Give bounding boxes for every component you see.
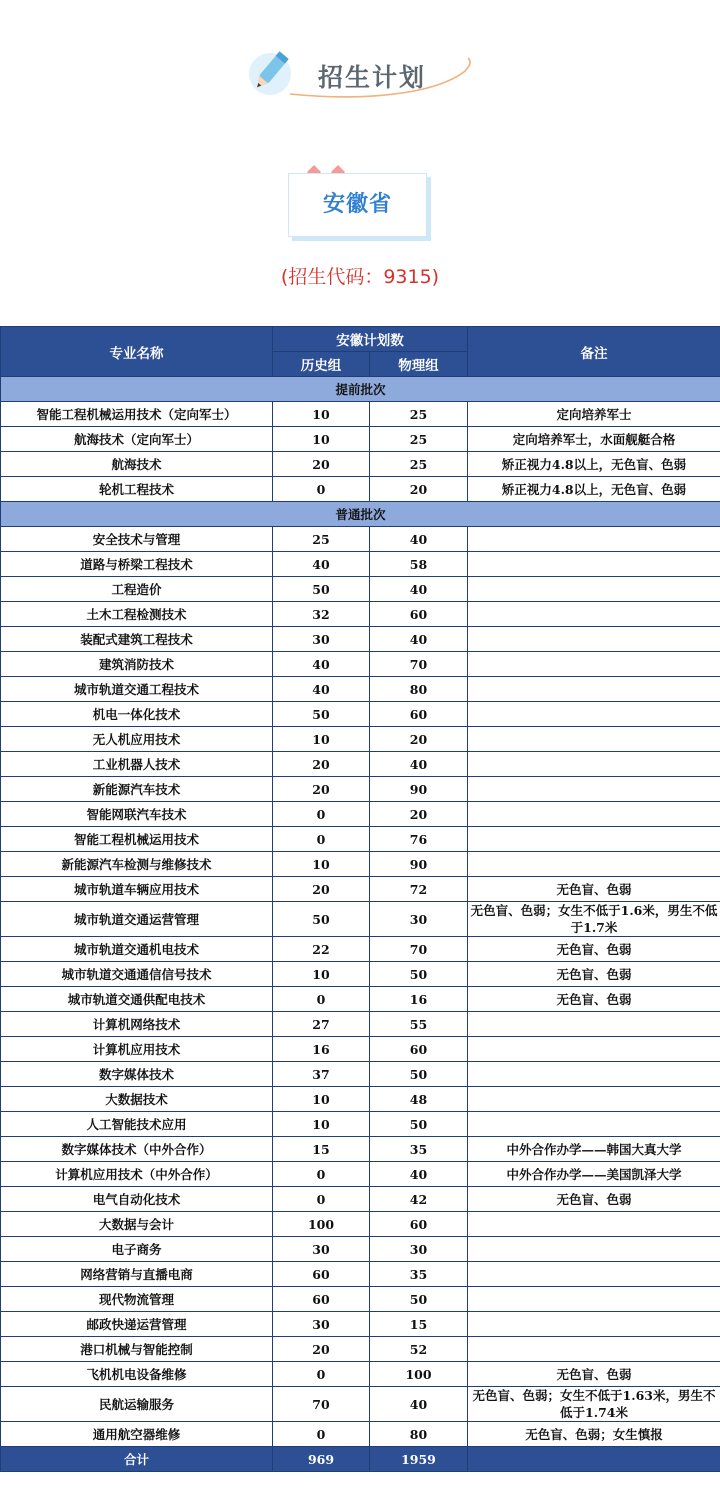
history-count-cell: 10	[273, 402, 370, 427]
note-cell	[468, 1337, 720, 1362]
history-count-cell: 10	[273, 962, 370, 987]
total-history: 969	[273, 1447, 370, 1472]
note-cell	[468, 752, 720, 777]
table-row	[1, 1337, 720, 1362]
history-count-cell: 15	[273, 1137, 370, 1162]
major-name-cell: 智能网联汽车技术	[1, 802, 273, 827]
physics-count-cell: 50	[370, 1112, 468, 1137]
header-note: 备注	[468, 327, 720, 377]
history-count-cell: 70	[273, 1387, 370, 1422]
physics-count-cell: 50	[370, 1287, 468, 1312]
table-row	[1, 1387, 720, 1422]
history-count-cell: 10	[273, 1087, 370, 1112]
note-cell	[468, 1087, 720, 1112]
pencil-icon	[246, 48, 294, 96]
note-cell	[468, 652, 720, 677]
note-cell	[468, 1012, 720, 1037]
note-cell	[468, 1237, 720, 1262]
history-count-cell: 25	[273, 527, 370, 552]
physics-count-cell: 25	[370, 452, 468, 477]
batch-label-early: 提前批次	[1, 377, 720, 402]
header-plan-count: 安徽计划数	[273, 327, 468, 352]
table-row	[1, 852, 720, 877]
note-cell	[468, 1262, 720, 1287]
table-row	[1, 577, 720, 602]
table-row	[1, 727, 720, 752]
header-major-name: 专业名称	[1, 327, 273, 377]
note-cell	[468, 1312, 720, 1337]
table-row	[1, 752, 720, 777]
table-row	[1, 1187, 720, 1212]
history-count-cell: 60	[273, 1287, 370, 1312]
history-count-cell: 20	[273, 752, 370, 777]
note-cell	[468, 577, 720, 602]
major-name-cell: 城市轨道交通机电技术	[1, 937, 273, 962]
physics-count-cell: 55	[370, 1012, 468, 1037]
physics-count-cell: 90	[370, 777, 468, 802]
major-name-cell: 城市轨道交通供配电技术	[1, 987, 273, 1012]
table-row	[1, 877, 720, 902]
table-row	[1, 427, 720, 452]
physics-count-cell: 40	[370, 1162, 468, 1187]
major-name-cell: 智能工程机械运用技术（定向军士）	[1, 402, 273, 427]
major-name-cell: 城市轨道交通通信信号技术	[1, 962, 273, 987]
major-name-cell: 工业机器人技术	[1, 752, 273, 777]
history-count-cell: 100	[273, 1212, 370, 1237]
history-count-cell: 20	[273, 877, 370, 902]
physics-count-cell: 35	[370, 1137, 468, 1162]
note-cell	[468, 1112, 720, 1137]
major-name-cell: 航海技术（定向军士）	[1, 427, 273, 452]
physics-count-cell: 76	[370, 827, 468, 852]
physics-count-cell: 40	[370, 527, 468, 552]
physics-count-cell: 20	[370, 727, 468, 752]
history-count-cell: 0	[273, 802, 370, 827]
table-row	[1, 777, 720, 802]
note-cell: 矫正视力4.8以上，无色盲、色弱	[468, 452, 720, 477]
table-row	[1, 1212, 720, 1237]
total-row	[1, 1447, 720, 1472]
header-history-group: 历史组	[273, 352, 370, 377]
major-name-cell: 土木工程检测技术	[1, 602, 273, 627]
major-name-cell: 智能工程机械运用技术	[1, 827, 273, 852]
major-name-cell: 安全技术与管理	[1, 527, 273, 552]
total-physics: 1959	[370, 1447, 468, 1472]
note-cell: 中外合作办学——韩国大真大学	[468, 1137, 720, 1162]
table-row	[1, 962, 720, 987]
table-row	[1, 987, 720, 1012]
table-row	[1, 1037, 720, 1062]
major-name-cell: 道路与桥梁工程技术	[1, 552, 273, 577]
physics-count-cell: 80	[370, 1422, 468, 1447]
note-cell: 无色盲、色弱	[468, 937, 720, 962]
batch-label-regular: 普通批次	[1, 502, 720, 527]
header-physics-group: 物理组	[370, 352, 468, 377]
note-cell	[468, 827, 720, 852]
history-count-cell: 37	[273, 1062, 370, 1087]
note-cell: 中外合作办学——美国凯泽大学	[468, 1162, 720, 1187]
physics-count-cell: 15	[370, 1312, 468, 1337]
history-count-cell: 30	[273, 1237, 370, 1262]
history-count-cell: 50	[273, 902, 370, 937]
page-header	[0, 0, 720, 120]
table-row	[1, 1237, 720, 1262]
physics-count-cell: 90	[370, 852, 468, 877]
history-count-cell: 27	[273, 1012, 370, 1037]
table-row	[1, 602, 720, 627]
note-cell	[468, 1062, 720, 1087]
total-label: 合计	[1, 1447, 273, 1472]
major-name-cell: 新能源汽车技术	[1, 777, 273, 802]
note-cell: 无色盲、色弱	[468, 962, 720, 987]
province-name: 安徽省	[322, 192, 392, 217]
major-name-cell: 新能源汽车检测与维修技术	[1, 852, 273, 877]
table-row	[1, 1112, 720, 1137]
note-cell	[468, 802, 720, 827]
table-row	[1, 1162, 720, 1187]
enrollment-plan-table	[0, 326, 720, 1472]
physics-count-cell: 20	[370, 802, 468, 827]
physics-count-cell: 80	[370, 677, 468, 702]
table-row	[1, 552, 720, 577]
table-row	[1, 477, 720, 502]
major-name-cell: 大数据与会计	[1, 1212, 273, 1237]
note-cell	[468, 677, 720, 702]
note-cell: 无色盲、色弱	[468, 1362, 720, 1387]
major-name-cell: 网络营销与直播电商	[1, 1262, 273, 1287]
batch-row-early	[1, 377, 720, 402]
major-name-cell: 计算机应用技术	[1, 1037, 273, 1062]
history-count-cell: 0	[273, 1162, 370, 1187]
note-cell: 无色盲、色弱	[468, 877, 720, 902]
physics-count-cell: 30	[370, 902, 468, 937]
table-row	[1, 677, 720, 702]
major-name-cell: 计算机网络技术	[1, 1012, 273, 1037]
physics-count-cell: 40	[370, 577, 468, 602]
note-cell: 无色盲、色弱；女生不低于1.63米，男生不低于1.74米	[468, 1387, 720, 1422]
physics-count-cell: 40	[370, 1387, 468, 1422]
history-count-cell: 10	[273, 852, 370, 877]
table-row	[1, 902, 720, 937]
note-cell	[468, 527, 720, 552]
note-cell	[468, 1287, 720, 1312]
table-row	[1, 802, 720, 827]
physics-count-cell: 70	[370, 937, 468, 962]
major-name-cell: 飞机机电设备维修	[1, 1362, 273, 1387]
table-row	[1, 1312, 720, 1337]
note-cell: 定向培养军士	[468, 402, 720, 427]
physics-count-cell: 50	[370, 1062, 468, 1087]
history-count-cell: 40	[273, 552, 370, 577]
note-cell: 无色盲、色弱；女生慎报	[468, 1422, 720, 1447]
note-cell: 无色盲、色弱；女生不低于1.6米，男生不低于1.7米	[468, 902, 720, 937]
history-count-cell: 60	[273, 1262, 370, 1287]
major-name-cell: 城市轨道交通运营管理	[1, 902, 273, 937]
physics-count-cell: 25	[370, 427, 468, 452]
physics-count-cell: 60	[370, 702, 468, 727]
physics-count-cell: 70	[370, 652, 468, 677]
physics-count-cell: 50	[370, 962, 468, 987]
major-name-cell: 无人机应用技术	[1, 727, 273, 752]
major-name-cell: 现代物流管理	[1, 1287, 273, 1312]
note-cell	[468, 1037, 720, 1062]
history-count-cell: 0	[273, 827, 370, 852]
table-row	[1, 452, 720, 477]
physics-count-cell: 16	[370, 987, 468, 1012]
note-cell: 定向培养军士，水面舰艇合格	[468, 427, 720, 452]
history-count-cell: 20	[273, 452, 370, 477]
table-row	[1, 1137, 720, 1162]
table-row	[1, 627, 720, 652]
table-row	[1, 1062, 720, 1087]
history-count-cell: 32	[273, 602, 370, 627]
history-count-cell: 20	[273, 777, 370, 802]
history-count-cell: 0	[273, 1187, 370, 1212]
table-header-row	[1, 327, 720, 352]
major-name-cell: 电子商务	[1, 1237, 273, 1262]
major-name-cell: 港口机械与智能控制	[1, 1337, 273, 1362]
major-name-cell: 装配式建筑工程技术	[1, 627, 273, 652]
major-name-cell: 建筑消防技术	[1, 652, 273, 677]
table-row	[1, 937, 720, 962]
history-count-cell: 10	[273, 727, 370, 752]
major-name-cell: 通用航空器维修	[1, 1422, 273, 1447]
major-name-cell: 大数据技术	[1, 1087, 273, 1112]
note-cell	[468, 852, 720, 877]
physics-count-cell: 40	[370, 627, 468, 652]
note-cell	[468, 727, 720, 752]
history-count-cell: 10	[273, 1112, 370, 1137]
enrollment-code: (招生代码：9315)	[280, 266, 440, 288]
major-name-cell: 机电一体化技术	[1, 702, 273, 727]
note-cell: 矫正视力4.8以上，无色盲、色弱	[468, 477, 720, 502]
history-count-cell: 30	[273, 1312, 370, 1337]
major-name-cell: 航海技术	[1, 452, 273, 477]
major-name-cell: 数字媒体技术	[1, 1062, 273, 1087]
major-name-cell: 工程造价	[1, 577, 273, 602]
physics-count-cell: 20	[370, 477, 468, 502]
history-count-cell: 10	[273, 427, 370, 452]
physics-count-cell: 25	[370, 402, 468, 427]
history-count-cell: 0	[273, 987, 370, 1012]
history-count-cell: 30	[273, 627, 370, 652]
physics-count-cell: 100	[370, 1362, 468, 1387]
total-note	[468, 1447, 720, 1472]
history-count-cell: 0	[273, 477, 370, 502]
physics-count-cell: 40	[370, 752, 468, 777]
physics-count-cell: 42	[370, 1187, 468, 1212]
table-row	[1, 1262, 720, 1287]
note-cell: 无色盲、色弱	[468, 1187, 720, 1212]
history-count-cell: 22	[273, 937, 370, 962]
table-row	[1, 1012, 720, 1037]
major-name-cell: 计算机应用技术（中外合作）	[1, 1162, 273, 1187]
major-name-cell: 邮政快递运营管理	[1, 1312, 273, 1337]
physics-count-cell: 72	[370, 877, 468, 902]
table-row	[1, 652, 720, 677]
note-cell	[468, 702, 720, 727]
table-row	[1, 527, 720, 552]
table-row	[1, 1422, 720, 1447]
major-name-cell: 城市轨道车辆应用技术	[1, 877, 273, 902]
table-row	[1, 1287, 720, 1312]
history-count-cell: 16	[273, 1037, 370, 1062]
history-count-cell: 40	[273, 677, 370, 702]
province-card	[288, 173, 427, 237]
physics-count-cell: 60	[370, 1037, 468, 1062]
note-cell	[468, 777, 720, 802]
page-title: 招生计划	[318, 63, 427, 92]
note-cell: 无色盲、色弱	[468, 987, 720, 1012]
history-count-cell: 0	[273, 1422, 370, 1447]
major-name-cell: 城市轨道交通工程技术	[1, 677, 273, 702]
major-name-cell: 民航运输服务	[1, 1387, 273, 1422]
history-count-cell: 50	[273, 577, 370, 602]
history-count-cell: 20	[273, 1337, 370, 1362]
physics-count-cell: 48	[370, 1087, 468, 1112]
physics-count-cell: 60	[370, 1212, 468, 1237]
note-cell	[468, 552, 720, 577]
history-count-cell: 40	[273, 652, 370, 677]
history-count-cell: 50	[273, 702, 370, 727]
major-name-cell: 电气自动化技术	[1, 1187, 273, 1212]
note-cell	[468, 1212, 720, 1237]
table-row	[1, 1087, 720, 1112]
batch-row-regular	[1, 502, 720, 527]
major-name-cell: 轮机工程技术	[1, 477, 273, 502]
major-name-cell: 人工智能技术应用	[1, 1112, 273, 1137]
table-row	[1, 827, 720, 852]
table-row	[1, 402, 720, 427]
physics-count-cell: 58	[370, 552, 468, 577]
physics-count-cell: 35	[370, 1262, 468, 1287]
history-count-cell: 0	[273, 1362, 370, 1387]
major-name-cell: 数字媒体技术（中外合作）	[1, 1137, 273, 1162]
physics-count-cell: 52	[370, 1337, 468, 1362]
note-cell	[468, 602, 720, 627]
table-row	[1, 702, 720, 727]
table-row	[1, 1362, 720, 1387]
note-cell	[468, 627, 720, 652]
physics-count-cell: 60	[370, 602, 468, 627]
physics-count-cell: 30	[370, 1237, 468, 1262]
